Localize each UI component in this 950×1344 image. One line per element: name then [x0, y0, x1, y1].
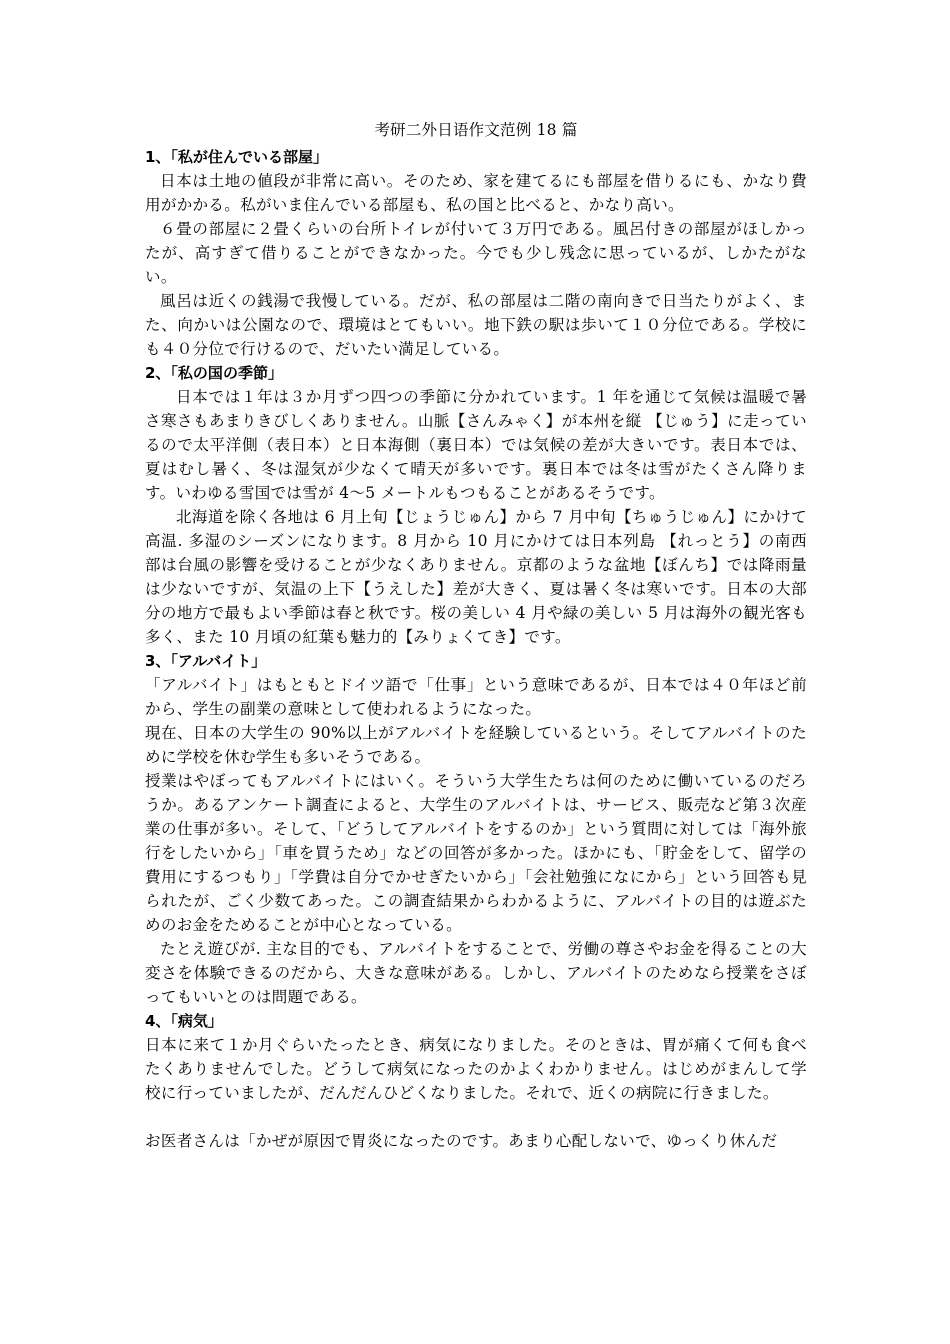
- blank-line: [145, 1105, 807, 1129]
- paragraph: ６畳の部屋に２畳くらいの台所トイレが付いて３万円である。風呂付きの部屋がほしかったが、高すぎて借りることができなかった。今でも少し残念に思っているが、しかたがない。: [145, 220, 807, 286]
- paragraph: 日本では１年は３か月ずつ四つの季節に分かれています。1 年を通じて気候は温暖で暑さ寒さもあまりきびしくありません。山脈【さんみゃく】が本州を縦 【じゅう】に走っているので太平洋側（表日本）と日本海側（裏日本）では気候の差が大きいです。表日本では、夏はむし暑く、冬は湿気が少なくて晴天が多いです。裏日本では冬は雪がたくさん降ります。いわゆる雪国では雪が 4～5 メートルもつもることがあるそうです。: [145, 388, 807, 502]
- section-4: [145, 1009, 807, 1153]
- paragraph: 風呂は近くの銭湯で我慢している。だが、私の部屋は二階の南向きで日当たりがよく、また、向かいは公園なので、環境はとてもいい。地下鉄の駅は歩いて１０分位である。学校にも４０分位で行けるので、だいたい満足している。: [145, 292, 807, 358]
- section-3: [145, 649, 807, 1009]
- section-1: [145, 145, 807, 361]
- section-heading: 1、「私が住んでいる部屋」: [145, 148, 328, 166]
- paragraph: 日本は土地の値段が非常に高い。そのため、家を建てるにも部屋を借りるにも、かなり費用がかかる。私がいま住んでいる部屋も、私の国と比べると、かなり高い。: [145, 172, 807, 214]
- paragraph: 現在、日本の大学生の 90%以上がアルバイトを経験しているという。そしてアルバイトのために学校を休む学生も多いそうである。: [145, 724, 807, 766]
- paragraph: 日本に来て１か月ぐらいたったとき、病気になりました。そのときは、胃が痛くて何も食べたくありませんでした。どうして病気になったのかよくわかりません。はじめがまんして学校に行っていましたが、だんだんひどくなりました。それで、近くの病院に行きました。: [145, 1036, 807, 1102]
- document-page: [145, 118, 807, 1153]
- paragraph: 「アルバイト」はもともとドイツ語で「仕事」という意味であるが、日本では４０年ほど前から、学生の副業の意味として使われるようになった。: [145, 676, 807, 718]
- section-heading: 2、「私の国の季節」: [145, 364, 283, 382]
- paragraph: 授業はやぼってもアルバイトにはいく。そういう大学生たちは何のために働いているのだろうか。あるアンケート調査によると、大学生のアルバイトは、サービス、販売など第３次産業の仕事が多い。そして、「どうしてアルバイトをするのか」という質問に対しては「海外旅行をしたいから」「車を買うため」などの回答が多かった。ほかにも、「貯金をして、留学の費用にするつもり」「学費は自分でかせぎたいから」「会社勉強になにから」という回答も見られたが、ごく少数てあった。この調査結果からわかるように、アルバイトの目的は遊ぶためのお金をためることが中心となっている。: [145, 772, 807, 934]
- section-heading: 3、「アルバイト」: [145, 652, 267, 670]
- section-2: [145, 361, 807, 649]
- paragraph: たとえ遊びが. 主な目的でも、アルバイトをすることで、労働の尊さやお金を得ることの大変さを体験できるのだから、大きな意味がある。しかし、アルバイトのためなら授業をさぼってもいいとのは問題である。: [145, 940, 807, 1006]
- document-title: 考研二外日语作文范例 18 篇: [374, 121, 578, 139]
- paragraph: お医者さんは「かぜが原因で胃炎になったのです。あまり心配しないで、ゆっくり休んだ: [145, 1132, 778, 1150]
- section-heading: 4、「病気」: [145, 1012, 223, 1030]
- paragraph: 北海道を除く各地は 6 月上旬【じょうじゅん】から 7 月中旬【ちゅうじゅん】にかけて高温. 多湿のシーズンになります。8 月から 10 月にかけては日本列島 【れっとう】の南西部は台風の影響を受けることが少なくありません。京都のような盆地【ぼんち】では降雨量は少ないですが、気温の上下【うえした】差が大きく、夏は暑く冬は寒いです。日本の大部分の地方で最もよい季節は春と秋です。桜の美しい 4 月や緑の美しい 5 月は海外の観光客も多く、また 10 月頃の紅葉も魅力的【みりょくてき】です。: [145, 508, 807, 646]
